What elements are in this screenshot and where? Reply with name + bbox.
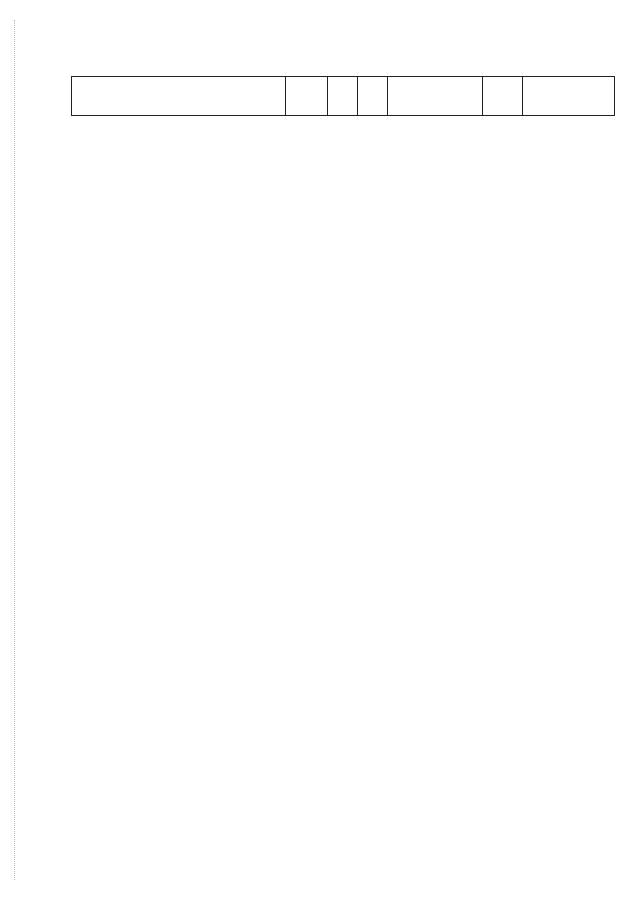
table-header [71,76,615,116]
header-sum [522,77,614,115]
header-rz [327,77,357,115]
page-edge-mark [14,20,16,880]
header-vr [482,77,522,115]
header-kvsr [285,77,327,115]
header-csr [387,77,482,115]
header-pr [357,77,387,115]
header-name [72,77,285,115]
